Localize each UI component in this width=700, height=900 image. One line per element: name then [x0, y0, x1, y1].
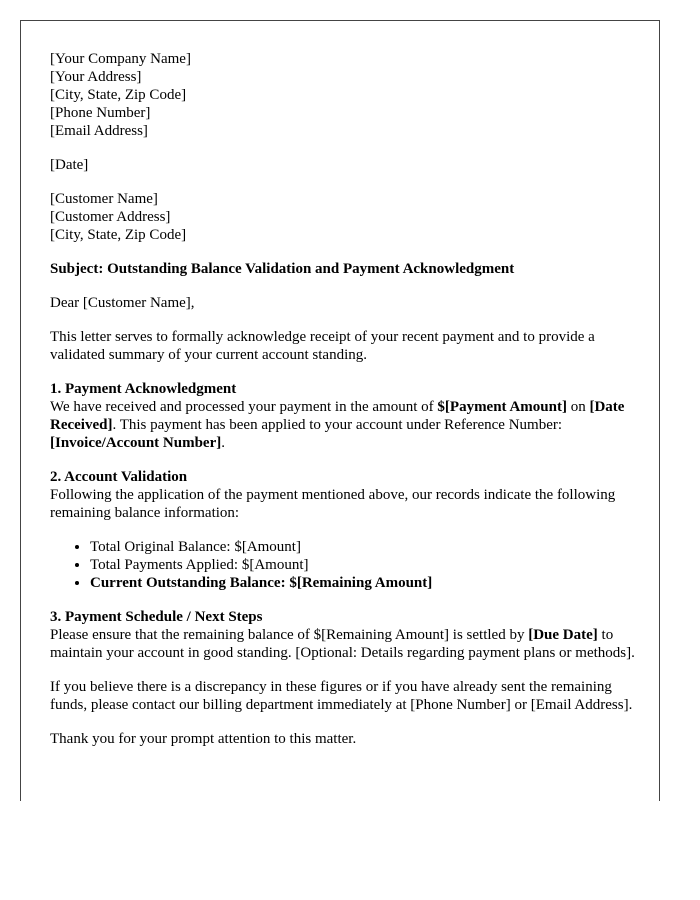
- section2-heading: 2. Account Validation: [50, 469, 188, 485]
- section3-text-b: to maintain your account in good standing. [Optional: Details regarding payment plans or methods].: [50, 627, 635, 661]
- section2-intro: [50, 468, 640, 522]
- section-account-validation: [50, 468, 640, 592]
- sender-phone: [Phone Number]: [50, 105, 151, 121]
- recipient-name: [Customer Name]: [50, 191, 158, 207]
- section2-paragraph: Following the application of the payment mentioned above, our records indicate the following remaining balance information:: [50, 487, 616, 521]
- closing-paragraph: Thank you for your prompt attention to this matter.: [50, 731, 357, 747]
- letter-page: [20, 20, 660, 801]
- letter-subject: Subject: Outstanding Balance Validation and Payment Acknowledgment: [50, 261, 515, 277]
- salutation: Dear [Customer Name],: [50, 295, 195, 311]
- date-block: [50, 156, 640, 174]
- section3-heading: 3. Payment Schedule / Next Steps: [50, 609, 263, 625]
- balance-list: [50, 538, 640, 592]
- due-date: [Due Date]: [528, 627, 598, 643]
- sender-company-name: [Your Company Name]: [50, 51, 191, 67]
- section-payment-acknowledgment: [50, 380, 640, 452]
- section1-heading: 1. Payment Acknowledgment: [50, 381, 237, 397]
- list-item: • Total Payments Applied: $[Amount]: [90, 556, 640, 574]
- section3-text-a: Please ensure that the remaining balance of $[Remaining Amount] is settled by: [50, 627, 529, 643]
- recipient-address: [Customer Address]: [50, 209, 171, 225]
- intro-paragraph: This letter serves to formally acknowledge receipt of your recent payment and to provide a validated summary of your current account standing.: [50, 329, 595, 363]
- date-received: [Date Received]: [50, 399, 625, 433]
- sender-address: [Your Address]: [50, 69, 142, 85]
- reference-number: [Invoice/Account Number]: [50, 435, 222, 451]
- section-payment-schedule: [50, 608, 640, 662]
- section1-text-d: .: [221, 435, 225, 451]
- sender-city-state-zip: [City, State, Zip Code]: [50, 87, 187, 103]
- letter-date: [Date]: [50, 157, 89, 173]
- section1-text-b: on: [566, 399, 590, 415]
- letter-content: [50, 50, 640, 764]
- list-item: • Total Original Balance: $[Amount]: [90, 538, 640, 556]
- sender-block: [50, 50, 640, 140]
- discrepancy-paragraph: If you believe there is a discrepancy in these figures or if you have already sent the remaining funds, please contact our billing department immediately at [Phone Number] or [Email Address].: [50, 679, 633, 713]
- list-item: • Current Outstanding Balance: $[Remaining Amount]: [90, 574, 640, 592]
- section1-text-a: We have received and processed your payment in the amount of: [50, 399, 438, 415]
- section1-paragraph: [50, 399, 624, 451]
- payment-amount: $[Payment Amount]: [437, 399, 567, 415]
- recipient-block: [50, 190, 640, 244]
- section1-text-c: . This payment has been applied to your account under Reference Number:: [112, 417, 563, 433]
- section3-paragraph: [50, 627, 635, 661]
- sender-email: [Email Address]: [50, 123, 148, 139]
- recipient-city-state-zip: [City, State, Zip Code]: [50, 227, 187, 243]
